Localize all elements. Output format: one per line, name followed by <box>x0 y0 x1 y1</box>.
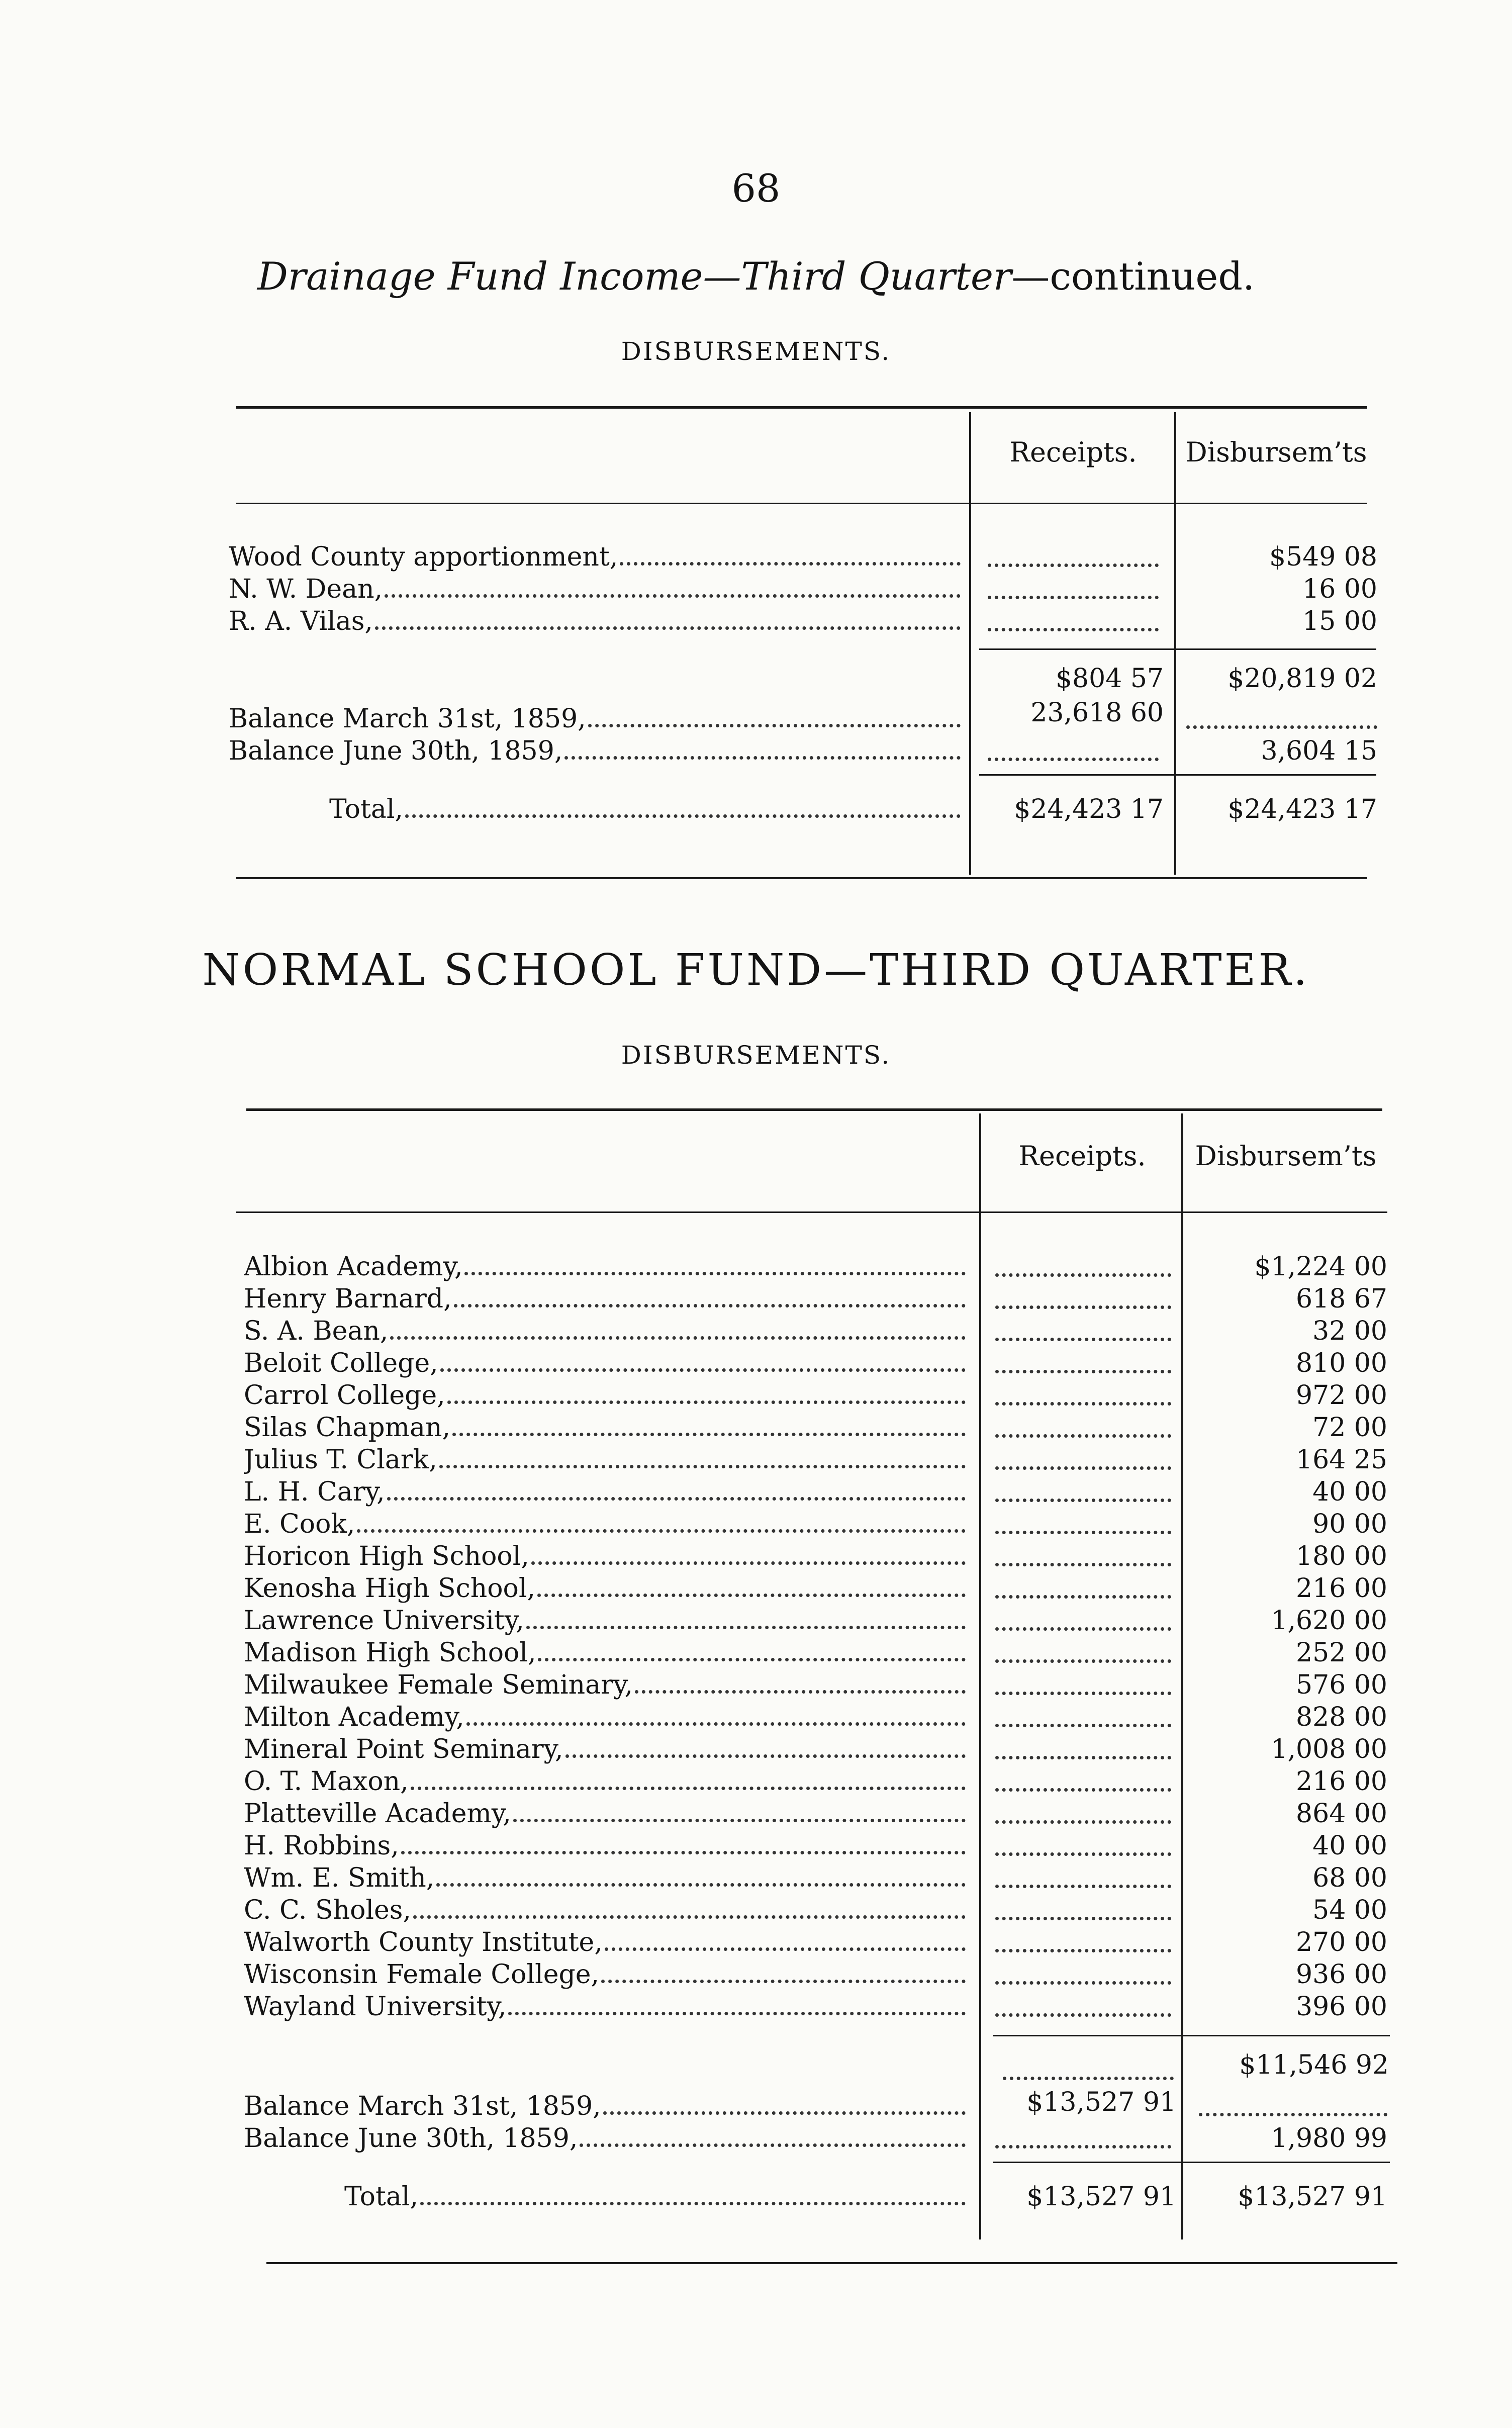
row-disbursement: 1,620 00 <box>1271 1606 1387 1636</box>
table-row <box>244 1606 1390 1638</box>
section2-total-rule <box>993 2162 1390 2163</box>
table-row <box>229 606 1380 638</box>
row-label: Milwaukee Female Seminary, <box>244 1670 633 1700</box>
section1-top-rule <box>236 406 1367 409</box>
table-row <box>244 1348 1390 1380</box>
section2-subtotal-rule <box>993 2035 1390 2036</box>
balance-end-row <box>229 736 1380 768</box>
balance-start-label: Balance March 31st, 1859, <box>244 2091 601 2121</box>
row-disbursement: 396 00 <box>1296 1992 1387 2022</box>
section1-title-italic: Drainage Fund Income—Third Quarter <box>257 254 1012 299</box>
section1-header-receipts: Receipts. <box>1009 436 1137 468</box>
section1-title-suffix: —continued. <box>1011 254 1255 299</box>
section1-bottom-rule <box>236 877 1367 879</box>
section1-subtotal-disbursements: $20,819 02 <box>1227 664 1377 694</box>
total-disbursements: $13,527 91 <box>1238 2182 1387 2212</box>
row-disbursement: 270 00 <box>1296 1927 1387 1957</box>
table-row <box>244 1509 1390 1541</box>
table-row <box>244 1831 1390 1863</box>
table-row <box>244 1252 1390 1284</box>
page-number: 68 <box>731 166 781 211</box>
row-disbursement: 576 00 <box>1296 1670 1387 1700</box>
total-row <box>244 2182 1390 2214</box>
table-row <box>244 1670 1390 1702</box>
table-row <box>244 1380 1390 1413</box>
row-label: Henry Barnard, <box>244 1284 452 1314</box>
row-label: Kenosha High School, <box>244 1573 536 1604</box>
table-row <box>244 1734 1390 1766</box>
row-disbursement: 16 00 <box>1302 574 1377 604</box>
total-row <box>229 794 1380 826</box>
row-label: Horicon High School, <box>244 1541 529 1571</box>
table-row <box>244 1477 1390 1509</box>
section1-header-rule <box>236 503 1367 504</box>
row-label: Julius T. Clark, <box>244 1445 437 1475</box>
section1-title <box>0 254 1512 299</box>
section2-subtitle: DISBURSEMENTS. <box>621 1041 891 1070</box>
row-disbursement: 180 00 <box>1296 1541 1387 1571</box>
row-label: Platteville Academy, <box>244 1799 511 1829</box>
row-label: Walworth County Institute, <box>244 1927 603 1957</box>
balance-start-row <box>244 2087 1390 2123</box>
balance-end-disbursements: 1,980 99 <box>1271 2123 1387 2154</box>
table-row <box>229 542 1380 574</box>
row-disbursement: 216 00 <box>1296 1766 1387 1797</box>
row-label: R. A. Vilas, <box>229 606 373 636</box>
row-disbursement: 216 00 <box>1296 1573 1387 1604</box>
row-label: Beloit College, <box>244 1348 438 1378</box>
row-disbursement: 32 00 <box>1312 1316 1387 1346</box>
balance-start-row <box>229 698 1380 736</box>
row-disbursement: 15 00 <box>1302 606 1377 636</box>
table-row <box>244 1316 1390 1348</box>
row-disbursement: 164 25 <box>1296 1445 1387 1475</box>
balance-end-disbursements: 3,604 15 <box>1261 736 1377 766</box>
table-row <box>244 1992 1390 2024</box>
row-disbursement: 810 00 <box>1296 1348 1387 1378</box>
table-row <box>244 1573 1390 1606</box>
row-disbursement: $1,224 00 <box>1254 1252 1387 1282</box>
row-label: L. H. Cary, <box>244 1477 385 1507</box>
table-row <box>244 1799 1390 1831</box>
section2-top-rule <box>246 1108 1382 1111</box>
row-disbursement: 72 00 <box>1312 1413 1387 1443</box>
row-disbursement: 40 00 <box>1312 1477 1387 1507</box>
row-label: Wm. E. Smith, <box>244 1863 435 1893</box>
row-disbursement: 1,008 00 <box>1271 1734 1387 1764</box>
total-disbursements: $24,423 17 <box>1227 794 1377 824</box>
row-label: Wayland University, <box>244 1992 507 2022</box>
table-row <box>244 1284 1390 1316</box>
table-row <box>244 1541 1390 1573</box>
table-row <box>244 1895 1390 1927</box>
row-disbursement: 68 00 <box>1312 1863 1387 1893</box>
table-row <box>244 1959 1390 1992</box>
row-label: E. Cook, <box>244 1509 355 1539</box>
table-row <box>244 1863 1390 1895</box>
balance-start-receipts: $13,527 91 <box>1026 2087 1176 2117</box>
row-label: Albion Academy, <box>244 1252 463 1282</box>
row-disbursement: 864 00 <box>1296 1799 1387 1829</box>
section1-header-disbursements: Disbursem’ts <box>1185 436 1367 468</box>
balance-start-label: Balance March 31st, 1859, <box>229 704 586 734</box>
section2-title: NORMAL SCHOOL FUND—THIRD QUARTER. <box>202 945 1310 995</box>
row-label: Silas Chapman, <box>244 1413 450 1443</box>
table-row <box>244 1702 1390 1734</box>
row-label: Wood County apportionment, <box>229 542 618 572</box>
section2-bottom-rule <box>266 2262 1397 2264</box>
row-disbursement: 972 00 <box>1296 1380 1387 1411</box>
row-disbursement: 936 00 <box>1296 1959 1387 1990</box>
total-receipts: $13,527 91 <box>1026 2182 1176 2212</box>
balance-end-label: Balance June 30th, 1859, <box>244 2123 578 2154</box>
row-label: Carrol College, <box>244 1380 445 1411</box>
section2-header-rule <box>236 1211 1387 1213</box>
row-label: Madison High School, <box>244 1638 536 1668</box>
balance-end-label: Balance June 30th, 1859, <box>229 736 563 766</box>
row-label: Wisconsin Female College, <box>244 1959 600 1990</box>
total-receipts: $24,423 17 <box>1014 794 1164 824</box>
row-label: S. A. Bean, <box>244 1316 389 1346</box>
section2-subtotal-receipts-dots <box>1003 2076 1174 2080</box>
table-row <box>229 574 1380 606</box>
total-label: Total, <box>344 2182 419 2212</box>
section2-header-receipts: Receipts. <box>1018 1140 1146 1172</box>
row-disbursement: 828 00 <box>1296 1702 1387 1732</box>
row-disbursement: 618 67 <box>1296 1284 1387 1314</box>
row-label: Mineral Point Seminary, <box>244 1734 563 1764</box>
row-label: H. Robbins, <box>244 1831 399 1861</box>
row-label: C. C. Sholes, <box>244 1895 412 1925</box>
row-label: N. W. Dean, <box>229 574 383 604</box>
table-row <box>244 1927 1390 1959</box>
total-label: Total, <box>329 794 404 824</box>
table-row <box>244 1766 1390 1799</box>
table-row <box>244 1413 1390 1445</box>
section1-subtotal-receipts: $804 57 <box>1055 664 1164 694</box>
balance-start-receipts: 23,618 60 <box>1030 698 1164 728</box>
section1-subtitle: DISBURSEMENTS. <box>621 337 891 366</box>
table-row <box>244 1445 1390 1477</box>
row-label: O. T. Maxon, <box>244 1766 409 1797</box>
row-disbursement: 90 00 <box>1312 1509 1387 1539</box>
section1-subtotal-rule <box>979 648 1376 650</box>
row-disbursement: 54 00 <box>1312 1895 1387 1925</box>
row-disbursement: $549 08 <box>1269 542 1377 572</box>
section1-total-rule <box>979 774 1376 776</box>
balance-end-row <box>244 2123 1390 2156</box>
section2-header-disbursements: Disbursem’ts <box>1195 1140 1377 1172</box>
section2-subtotal-disbursements: $11,546 92 <box>1239 2050 1389 2080</box>
row-label: Milton Academy, <box>244 1702 464 1732</box>
row-label: Lawrence University, <box>244 1606 524 1636</box>
row-disbursement: 40 00 <box>1312 1831 1387 1861</box>
table-row <box>244 1638 1390 1670</box>
row-disbursement: 252 00 <box>1296 1638 1387 1668</box>
